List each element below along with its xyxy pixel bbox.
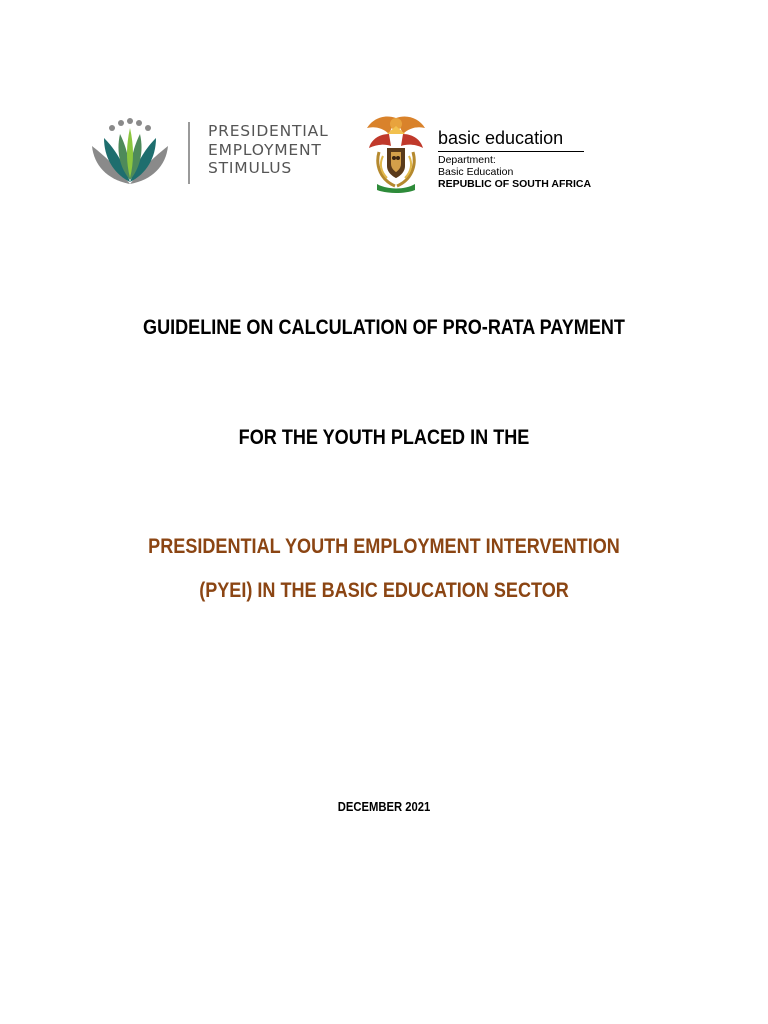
pes-wordmark (208, 122, 329, 178)
program-title-line-1: PRESIDENTIAL YOUTH EMPLOYMENT INTERVENTION (148, 535, 620, 558)
basic-education-logo (365, 112, 605, 196)
pes-line-stimulus: STIMULUS (208, 159, 293, 177)
dbe-subtitle (438, 154, 591, 190)
document-date: DECEMBER 2021 (337, 800, 431, 814)
dbe-country: REPUBLIC OF SOUTH AFRICA (438, 178, 592, 190)
dbe-department-label: Department: (438, 154, 496, 166)
program-title-line-2: (PYEI) IN THE BASIC EDUCATION SECTOR (199, 579, 569, 602)
dbe-title: basic education (438, 128, 564, 148)
dbe-rule (438, 151, 584, 152)
coat-of-arms-icon (365, 112, 427, 194)
pes-line-presidential: PRESIDENTIAL (208, 122, 329, 140)
pes-line-employment: EMPLOYMENT (208, 140, 322, 159)
protea-logo-icon (90, 118, 170, 188)
document-title-line-1: GUIDELINE ON CALCULATION OF PRO-RATA PAYMENT (143, 316, 625, 339)
logo-divider (188, 122, 190, 184)
presidential-employment-stimulus-logo (90, 118, 340, 190)
document-title-line-2: FOR THE YOUTH PLACED IN THE (238, 426, 530, 449)
dbe-department-name: Basic Education (438, 166, 514, 178)
